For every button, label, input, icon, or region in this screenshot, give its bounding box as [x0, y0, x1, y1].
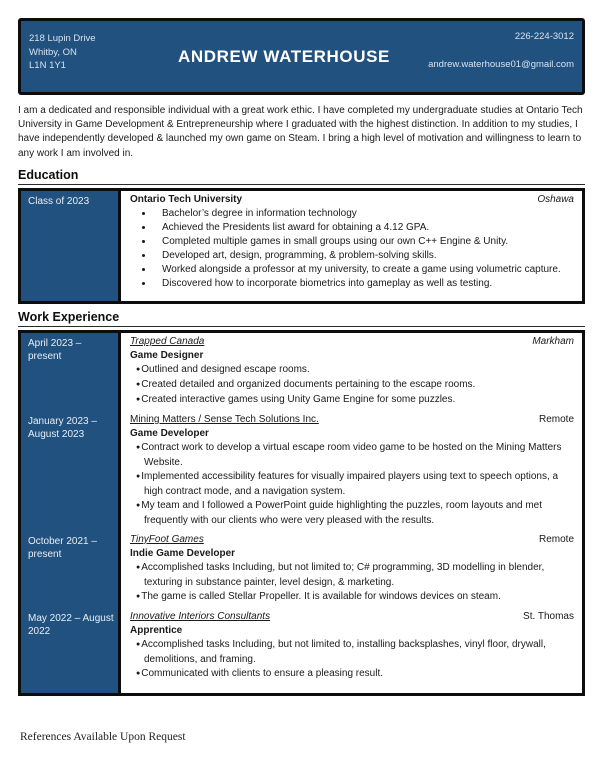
education-content [121, 191, 582, 301]
job-content [121, 531, 582, 608]
references-note: References Available Upon Request [20, 731, 186, 743]
company-name: TinyFoot Games [130, 533, 204, 545]
education-row [21, 191, 582, 301]
job-content [121, 411, 582, 531]
address-block [21, 21, 171, 92]
education-bullet: • Developed art, design, programming, & problem-solving skills. [154, 249, 574, 263]
job-content [121, 333, 582, 411]
job-bullet: ● Communicated with clients to ensure a pleasing result. [136, 667, 574, 682]
job-bullet-list [136, 561, 574, 605]
job-bullet-list [136, 363, 574, 408]
job-bullet: ● Outlined and designed escape rooms. [136, 363, 574, 378]
job-bullet: ● Contract work to develop a virtual escape room video game to be hosted on the Mining Matters Website. [136, 441, 574, 470]
education-bullet: • Completed multiple games in small groups using our own C++ Engine & Unity. [154, 235, 574, 249]
education-heading: Education [18, 168, 585, 185]
education-bullet: • Worked alongside a professor at my university, to create a game using volumetric capture. [154, 263, 574, 277]
job-row [21, 531, 582, 608]
school-name: Ontario Tech University [130, 193, 243, 205]
header [18, 18, 585, 95]
job-bullet: ● Accomplished tasks Including, but not limited to; C# programming, 3D modelling in blender, texturing in substance painter, level design, & marketing. [136, 561, 574, 590]
phone-number: 226-224-3012 [514, 31, 574, 42]
education-table [18, 188, 585, 304]
job-title: Game Developer [130, 427, 209, 439]
job-date: May 2022 – August 2022 [21, 608, 121, 693]
job-bullet: ● Created interactive games using Unity Game Engine for some puzzles. [136, 393, 574, 408]
company-name: Mining Matters / Sense Tech Solutions Inc. [130, 413, 319, 425]
job-title: Game Designer [130, 349, 204, 361]
address-line-1: 218 Lupin Drive [29, 33, 96, 44]
education-bullet-list [130, 207, 574, 291]
job-content [121, 608, 582, 693]
job-row [21, 608, 582, 693]
education-date: Class of 2023 [21, 191, 121, 301]
job-date: January 2023 – August 2023 [21, 411, 121, 531]
job-bullet: ● The game is called Stellar Propeller. It is available for windows devices on steam. [136, 590, 574, 605]
summary-text: I am a dedicated and responsible individual with a great work ethic. I have completed my undergraduate studies at Ontario Tech University in Game Development & Entrepreneurship where I graduated with the highest distinction. In addition to my studies, I have independently developed & launched my own game on Steam. I bring a high level of motivation and willingness to learn to any work I am involved in. [18, 105, 583, 159]
job-row [21, 411, 582, 531]
job-bullet: ● My team and I followed a PowerPoint guide highlighting the puzzles, room layouts and met frequently with our clients who were very pleased with the results. [136, 499, 574, 528]
candidate-name: ANDREW WATERHOUSE [178, 46, 390, 66]
work-experience-table [18, 330, 585, 696]
company-name: Innovative Interiors Consultants [130, 610, 271, 622]
name-block [171, 21, 397, 92]
job-date: October 2021 – present [21, 531, 121, 608]
job-bullet: ● Created detailed and organized documents pertaining to the escape rooms. [136, 378, 574, 393]
job-title: Apprentice [130, 624, 183, 636]
job-bullet: ● Implemented accessibility features for visually impaired players using text to speech options, a high contract mode, and a navigation system. [136, 470, 574, 499]
education-bullet: • Bachelor’s degree in information technology [154, 207, 574, 221]
work-experience-heading: Work Experience [18, 310, 585, 327]
job-location: St. Thomas [523, 610, 574, 622]
job-title: Indie Game Developer [130, 547, 236, 559]
job-location: Markham [532, 335, 574, 347]
job-row [21, 333, 582, 411]
job-bullet: ● Accomplished tasks Including, but not limited to, installing backsplashes, vinyl floor, drywall, demolitions, and framing. [136, 638, 574, 667]
school-location: Oshawa [537, 193, 574, 205]
email-address: andrew.waterhouse01@gmail.com [428, 59, 574, 70]
job-bullet-list [136, 441, 574, 528]
job-date: April 2023 – present [21, 333, 121, 411]
company-name: Trapped Canada [130, 335, 205, 347]
address-line-2: Whitby, ON [29, 46, 77, 58]
education-bullet: • Discovered how to incorporate biometrics into gameplay as well as testing. [154, 277, 574, 291]
address-line-3: L1N 1Y1 [29, 60, 66, 71]
education-bullet: • Achieved the Presidents list award for obtaining a 4.12 GPA. [154, 221, 574, 235]
job-location: Remote [538, 533, 574, 545]
job-bullet-list [136, 638, 574, 682]
contact-block [397, 21, 582, 92]
job-location: Remote [538, 413, 574, 425]
